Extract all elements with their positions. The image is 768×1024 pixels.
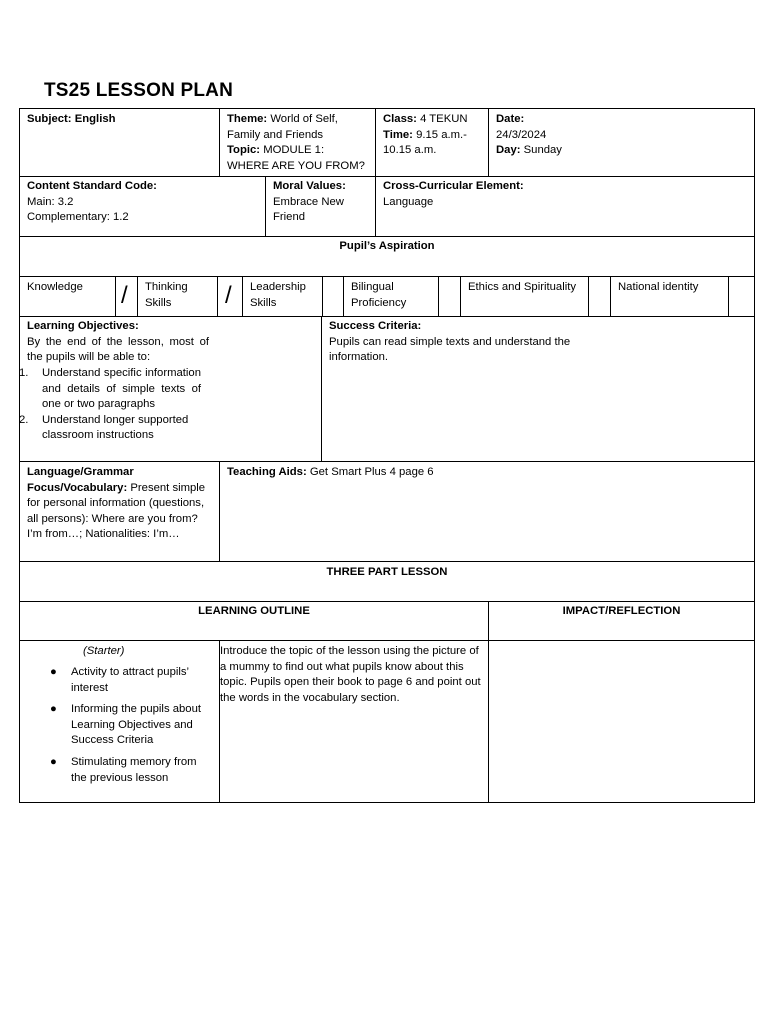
time-value: 9.15 a.m.- 10.15 a.m. [383, 128, 467, 157]
aspiration-thinking-skills: Thinking Skills [145, 281, 188, 309]
learning-outline-heading: LEARNING OUTLINE [198, 605, 310, 617]
knowledge-check-mark: / [121, 282, 128, 309]
time-label: Time: [383, 128, 413, 141]
learning-objectives-label: Learning Objectives: [27, 320, 139, 332]
starter-bullet: ● Stimulating memory from the previous lesson [50, 755, 197, 784]
theme-field [227, 112, 369, 174]
topic-label: Topic: [227, 144, 261, 157]
lesson-plan-table [19, 108, 755, 803]
aspiration-leadership-skills: Leadership Skills [250, 281, 306, 309]
date-field [496, 112, 586, 159]
subject-label: Subject: [27, 113, 72, 125]
objectives-list [19, 366, 201, 444]
cross-curricular-value: Language [383, 195, 434, 208]
subject-field [27, 112, 116, 128]
moral-values-field [273, 179, 369, 226]
class-field [383, 112, 483, 159]
starter-label: (Starter) [83, 645, 125, 657]
learning-objectives [27, 319, 209, 366]
success-criteria-text: Pupils can read simple texts and understand the information. [329, 335, 571, 364]
moral-values-value: Embrace New Friend [273, 195, 344, 224]
bullet-dot-icon: ● [50, 666, 57, 678]
class-value: 4 TEKUN [420, 113, 468, 125]
theme-value: World of Self, Family and Friends [227, 113, 338, 141]
theme-label: Theme: [227, 113, 268, 125]
aspiration-bilingual-proficiency: Bilingual Proficiency [351, 281, 407, 309]
starter-bullet-continuation: Learning Objectives and Success Criteria [71, 718, 193, 747]
starter-description: Introduce the topic of the lesson using the picture of a mummy to find out what pupils know about this topic. Pupils open their book to page 6 and point out the words in the vocabulary section. [220, 645, 481, 704]
main-standard: Main: 3.2 [27, 195, 74, 208]
impact-reflection-heading: IMPACT/REFLECTION [562, 605, 681, 617]
date-value: 24/3/2024 [496, 128, 547, 141]
complementary-standard: Complementary: 1.2 [27, 211, 129, 224]
teaching-aids-label: Teaching Aids: [227, 466, 307, 478]
aspiration-national-identity: National identity [618, 281, 699, 293]
thinking-skills-check-mark: / [225, 282, 232, 309]
success-criteria [329, 319, 589, 366]
day-value: Sunday [523, 144, 562, 157]
grammar-focus-label: Language/Grammar Focus/Vocabulary: [27, 466, 134, 494]
starter-bullets [19, 665, 215, 792]
aspiration-ethics-spirituality: Ethics and Spirituality [468, 281, 576, 293]
cross-curricular-field [383, 179, 524, 210]
starter-bullet: ● Informing the pupils about [19, 702, 215, 718]
objective-item: 1. Understand specific information and details of simple texts of one or two paragraphs [19, 367, 201, 411]
document-title: TS25 LESSON PLAN [44, 80, 234, 101]
day-label: Day: [496, 144, 521, 157]
subject-value: English [74, 113, 116, 125]
bullet-dot-icon: ● [50, 703, 57, 716]
objectives-intro: By the end of the lesson, most of the pupils will be able to: [27, 335, 209, 364]
aspiration-heading: Pupil’s Aspiration [339, 240, 435, 252]
class-label: Class: [383, 113, 417, 125]
aspiration-knowledge: Knowledge [27, 281, 83, 293]
content-standard-field [27, 179, 157, 226]
content-standard-label: Content Standard Code: [27, 180, 157, 192]
objective-item: 2. Understand longer supported classroom instructions [19, 413, 189, 442]
teaching-aids-value: Get Smart Plus 4 page 6 [309, 466, 434, 478]
three-part-lesson-heading: THREE PART LESSON [326, 566, 448, 578]
grammar-focus [27, 465, 213, 543]
bullet-dot-icon: ● [50, 755, 57, 768]
impact-reflection-cell [488, 640, 755, 803]
teaching-aids [227, 465, 434, 481]
date-label: Date: [496, 113, 525, 125]
moral-values-label: Moral Values: [273, 180, 346, 192]
starter-bullet: ● Activity to attract pupils’ interest [50, 666, 189, 694]
grammar-focus-text: Present simple for personal information (questions, all persons): Where are you from? I’m from…; Nationalities: I’m… [27, 481, 206, 541]
success-criteria-label: Success Criteria: [329, 320, 422, 332]
cross-curricular-label: Cross-Curricular Element: [383, 180, 524, 192]
topic-value: MODULE 1: WHERE ARE YOU FROM? [227, 144, 365, 172]
